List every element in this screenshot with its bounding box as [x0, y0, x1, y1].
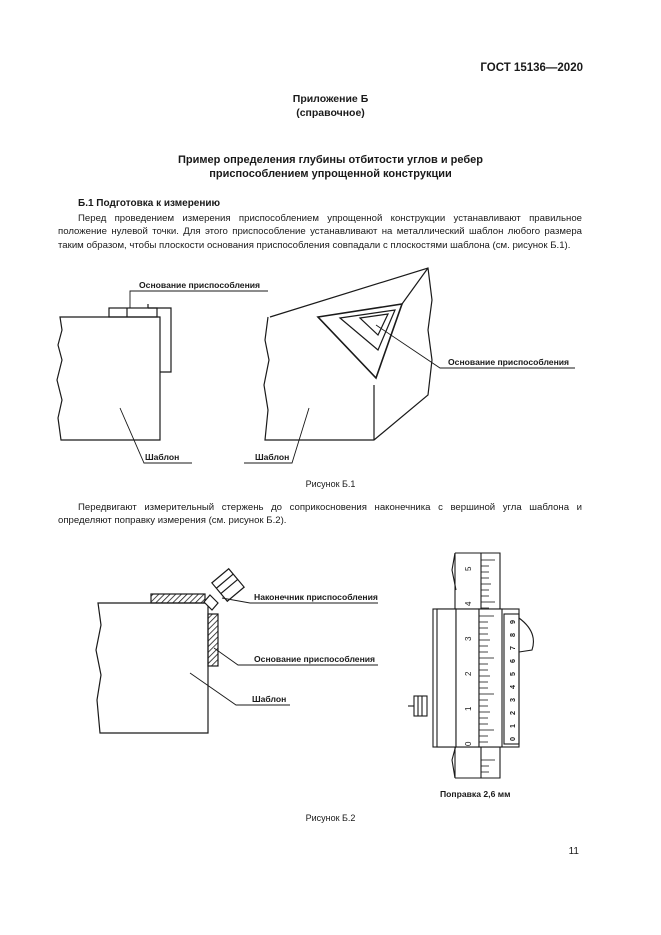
main-scale-4: 4: [464, 601, 473, 606]
figure-b2-caption: Рисунок Б.2: [305, 813, 356, 823]
fig2-label-template: Шаблон: [252, 694, 287, 704]
vernier-9: 9: [508, 620, 517, 624]
fig1-label-base-left: Основание приспособления: [139, 280, 261, 290]
main-scale-3: 3: [464, 636, 473, 641]
fig2-label-base: Основание приспособления: [254, 654, 376, 664]
main-scale-2: 2: [464, 671, 473, 676]
fig2-template: [96, 603, 208, 733]
fig1-label-template-left: Шаблон: [145, 452, 180, 462]
vernier-3: 3: [508, 698, 517, 702]
fig1-label-base-right: Основание приспособления: [448, 357, 570, 367]
fig1-label-template-right: Шаблон: [255, 452, 290, 462]
vernier-8: 8: [508, 633, 517, 637]
vernier-4: 4: [508, 685, 517, 689]
standard-number: ГОСТ 15136—2020: [480, 62, 583, 74]
vernier-5: 5: [508, 672, 517, 676]
appendix-subtitle: (справочное): [296, 107, 365, 119]
paragraph-1-text: Перед проведением измерения приспособлением упрощенной конструкции устанавливают правильное положение нулевой точки. Для этого приспособление устанавливают на металлический шаблон любого размера таким образом, чтобы плоскости основания приспособления совпадали с плоскостями шаблона (см. рисунок Б.1).: [58, 213, 582, 251]
document-title-line2: приспособлением упрощенной конструкции: [209, 168, 452, 180]
fig2-base-side: [208, 614, 218, 666]
fig2-base-top: [151, 594, 205, 603]
section-heading: Б.1 Подготовка к измерению: [78, 198, 221, 209]
appendix-title: Приложение Б: [292, 93, 369, 105]
vernier-6: 6: [508, 659, 517, 663]
page-number: 11: [568, 846, 579, 857]
main-scale-0: 0: [464, 741, 473, 746]
vernier-2: 2: [508, 711, 517, 715]
main-scale-5: 5: [464, 566, 473, 571]
fig2-tip-body: [212, 569, 244, 602]
document-title-line1: Пример определения глубины отбитости углов и ребер: [178, 154, 483, 166]
vernier-0: 0: [508, 737, 517, 741]
fig2-correction-label: Поправка 2,6 мм: [440, 789, 511, 799]
vernier-1: 1: [508, 724, 517, 728]
figure-b1-caption: Рисунок Б.1: [305, 479, 356, 489]
vernier-7: 7: [508, 646, 517, 650]
main-scale-1: 1: [464, 706, 473, 711]
paragraph-2-text: Передвигают измерительный стержень до соприкосновения наконечника с вершиной угла шаблона и определяют поправку измерения (см. рисунок Б.2).: [58, 502, 582, 527]
fig2-label-tip: Наконечник приспособления: [254, 592, 378, 602]
